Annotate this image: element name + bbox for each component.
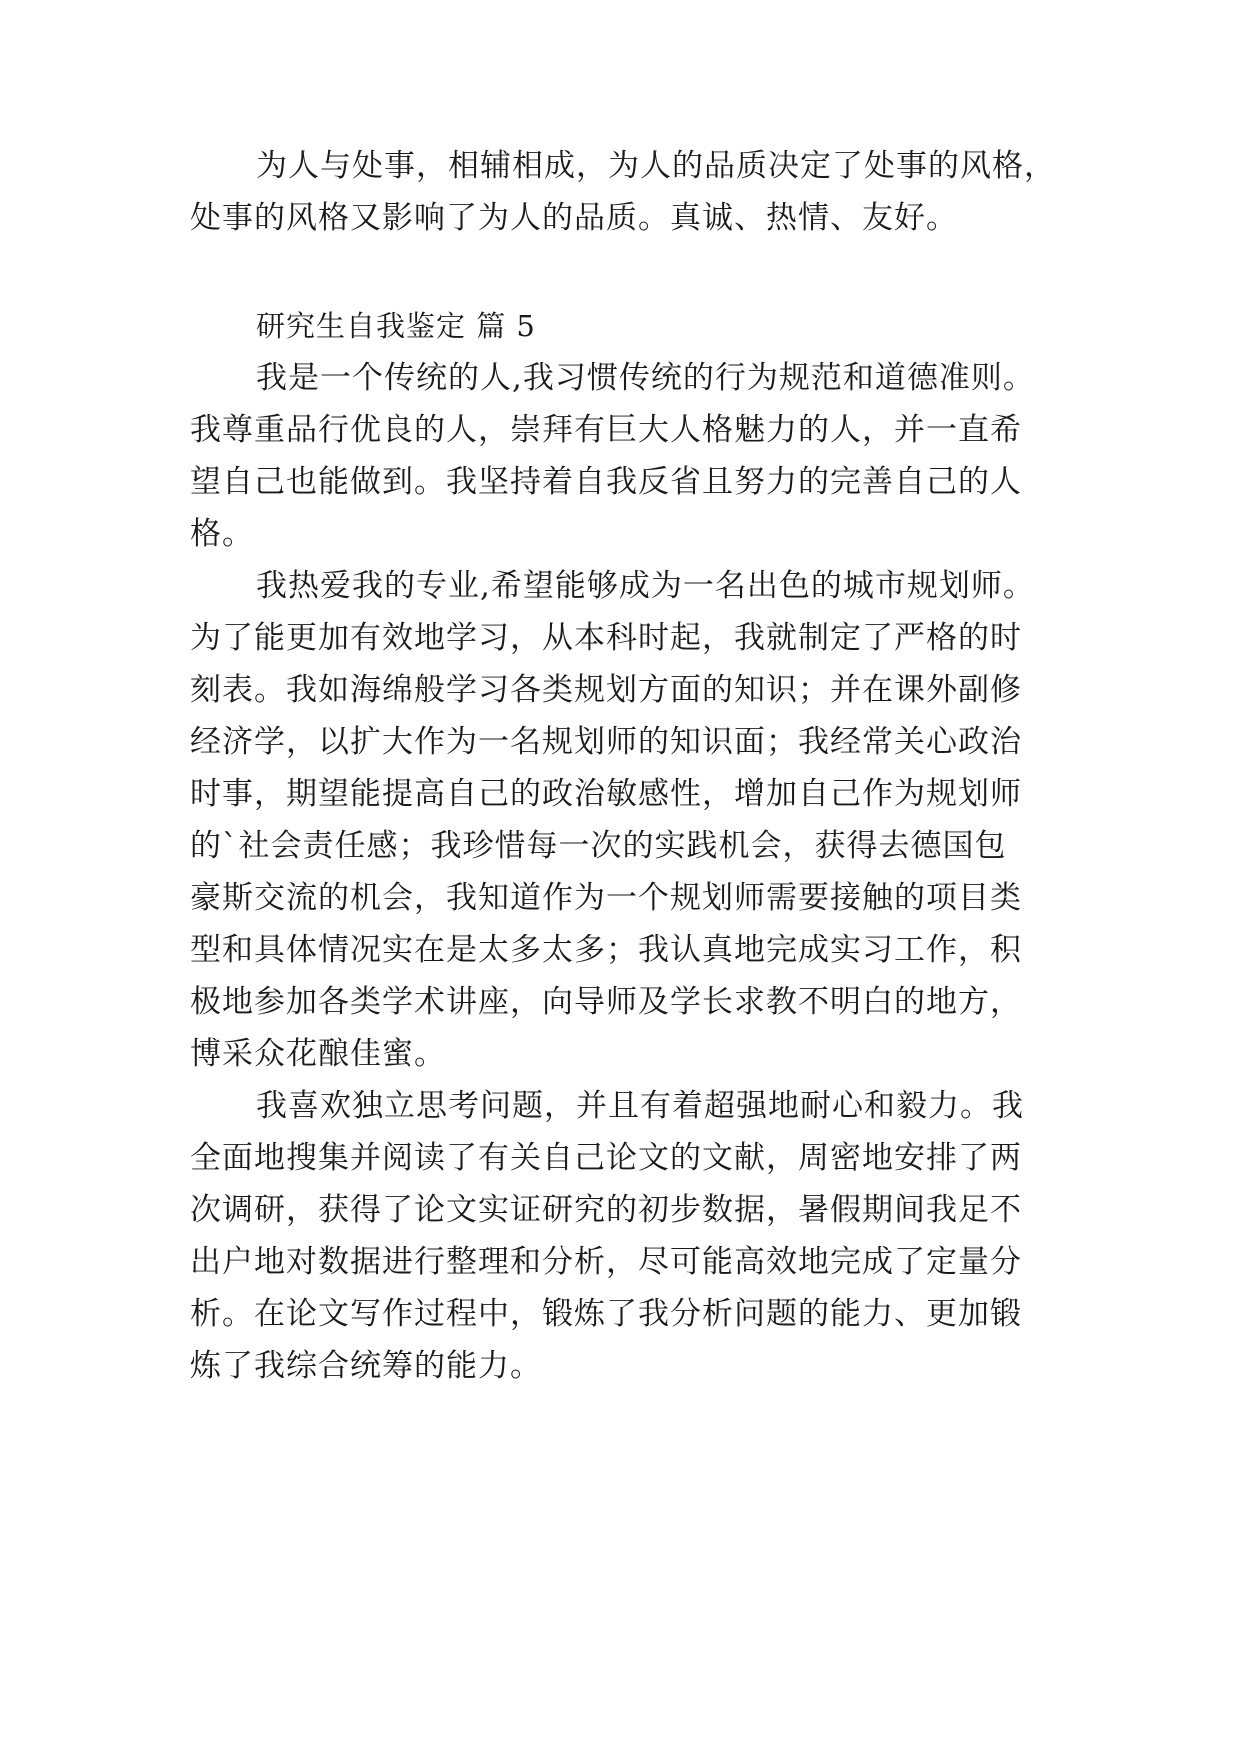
paragraph-2-line-7: 豪斯交流的机会，我知道作为一个规划师需要接触的项目类 — [190, 880, 1022, 916]
intro-line-1: 为人与处事，相辅相成，为人的品质决定了处事的风格， — [256, 148, 1056, 184]
paragraph-3-line-1: 我喜欢独立思考问题，并且有着超强地耐心和毅力。我 — [256, 1088, 1024, 1124]
paragraph-2-line-1: 我热爱我的专业,希望能够成为一名出色的城市规划师。 — [256, 568, 1035, 604]
paragraph-2-line-2: 为了能更加有效地学习，从本科时起，我就制定了严格的时 — [190, 620, 1022, 656]
paragraph-1-line-3: 望自己也能做到。我坚持着自我反省且努力的完善自己的人 — [190, 464, 1022, 500]
paragraph-1-line-1: 我是一个传统的人,我习惯传统的行为规范和道德准则。 — [256, 360, 1035, 396]
paragraph-3-line-4: 出户地对数据进行整理和分析，尽可能高效地完成了定量分 — [190, 1244, 1022, 1280]
paragraph-3-line-5: 析。在论文写作过程中，锻炼了我分析问题的能力、更加锻 — [190, 1296, 1022, 1332]
intro-line-2: 处事的风格又影响了为人的品质。真诚、热情、友好。 — [190, 200, 958, 236]
paragraph-2-line-3: 刻表。我如海绵般学习各类规划方面的知识；并在课外副修 — [190, 672, 1022, 708]
paragraph-2-line-9: 极地参加各类学术讲座，向导师及学长求教不明白的地方， — [190, 984, 1022, 1020]
paragraph-2-line-6: 的`社会责任感；我珍惜每一次的实践机会，获得去德国包 — [190, 828, 1007, 864]
paragraph-3-line-2: 全面地搜集并阅读了有关自己论文的文献，周密地安排了两 — [190, 1140, 1022, 1176]
paragraph-2-line-4: 经济学，以扩大作为一名规划师的知识面；我经常关心政治 — [190, 724, 1022, 760]
paragraph-2-line-5: 时事，期望能提高自己的政治敏感性，增加自己作为规划师 — [190, 776, 1022, 812]
paragraph-1-line-4: 格。 — [190, 516, 254, 552]
paragraph-2-line-10: 博采众花酿佳蜜。 — [190, 1036, 446, 1072]
paragraph-1-line-2: 我尊重品行优良的人，崇拜有巨大人格魅力的人，并一直希 — [190, 412, 1022, 448]
paragraph-2-line-8: 型和具体情况实在是太多太多；我认真地完成实习工作，积 — [190, 932, 1022, 968]
paragraph-3-line-3: 次调研，获得了论文实证研究的初步数据，暑假期间我足不 — [190, 1192, 1022, 1228]
paragraph-3-line-6: 炼了我综合统筹的能力。 — [190, 1348, 542, 1384]
section-heading: 研究生自我鉴定 篇 5 — [256, 309, 536, 343]
